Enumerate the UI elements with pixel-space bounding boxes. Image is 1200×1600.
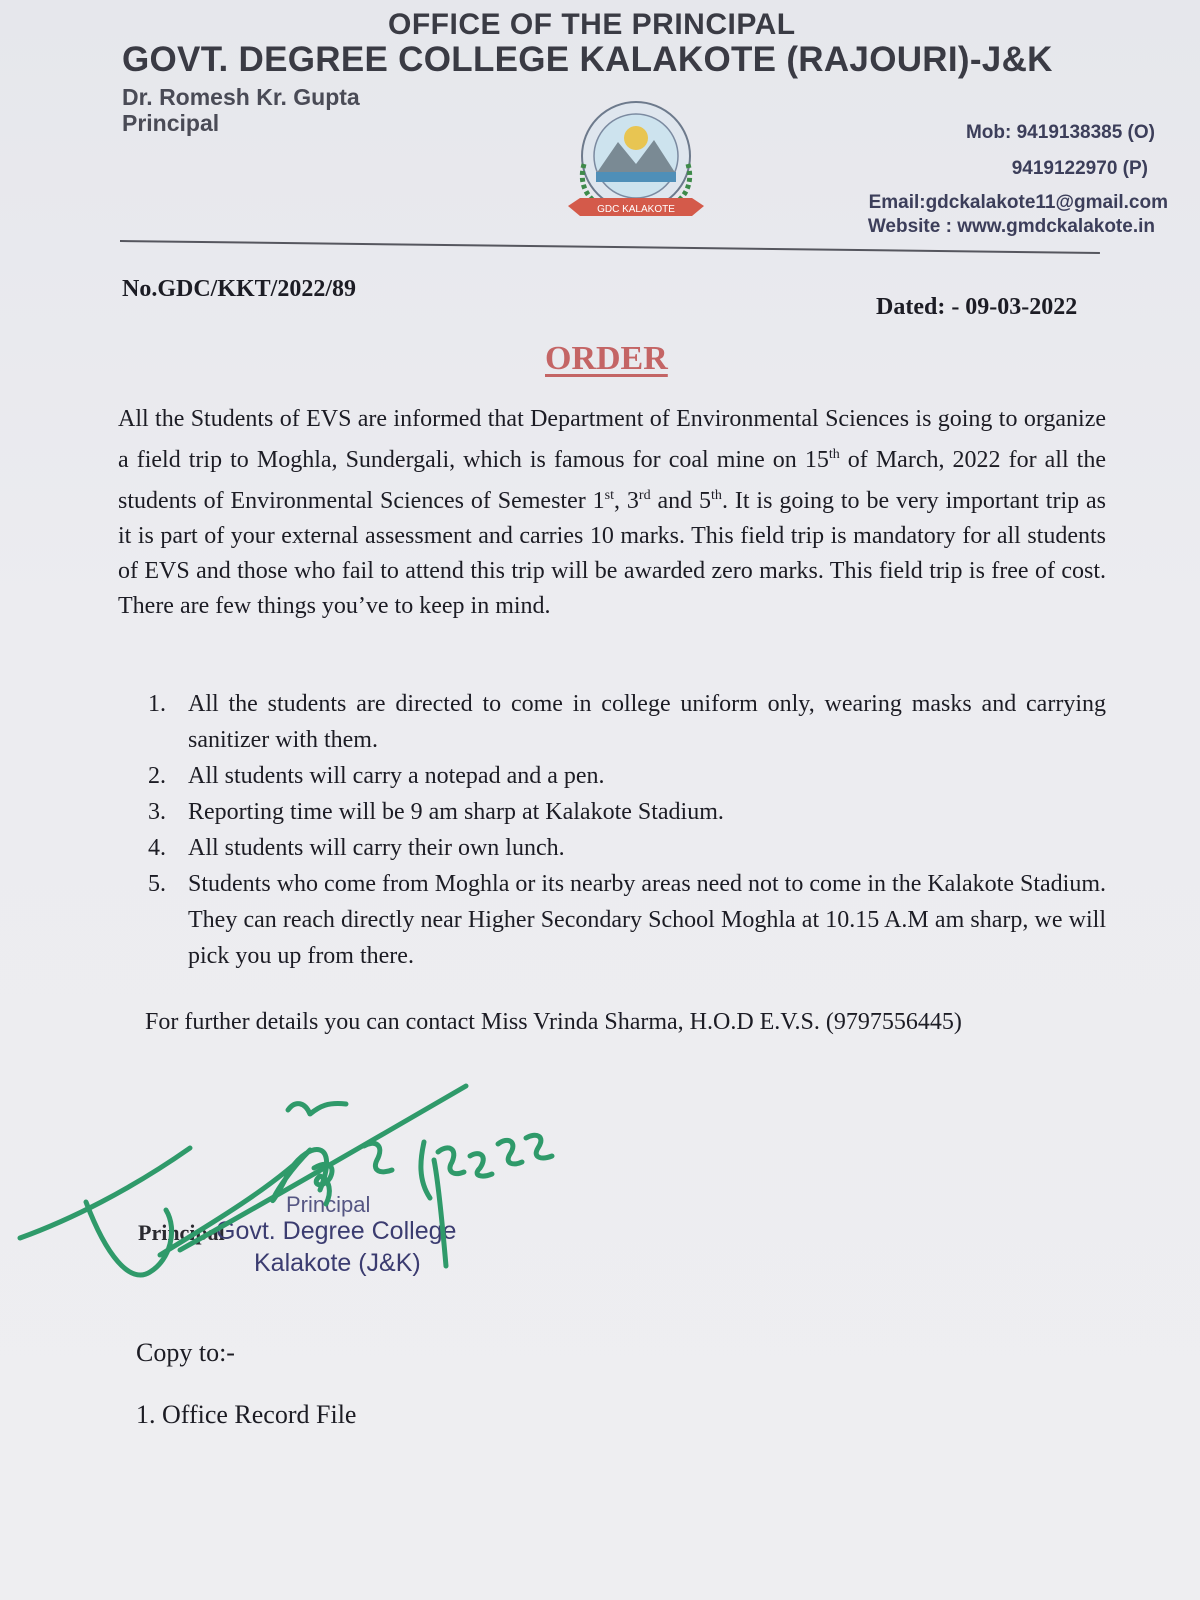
list-item: 2. All students will carry a notepad and a pen. [148,763,605,789]
list-item: 3. Reporting time will be 9 am sharp at Kalakote Stadium. [148,799,724,825]
principal-role: Principal [122,110,220,136]
principal-name: Dr. Romesh Kr. Gupta [122,84,360,110]
email: Email:gdckalakote11@gmail.com [868,192,1168,213]
list-item: 5. Students who come from Moghla or its nearby areas need not to come in the Kalakote Stadium. They can reach directly near Higher Secondary School Moghla at 10.15 A.M am sharp, we will pick you up from there. [148,871,1106,969]
date: Dated: - 09-03-2022 [876,294,1078,320]
copy-list-item: 1. Office Record File [136,1400,357,1429]
contact-note: For further details you can contact Miss Vrinda Sharma, H.O.D E.V.S. (9797556445) [145,1009,962,1035]
office-title: OFFICE OF THE PRINCIPAL [388,8,796,41]
logo-ribbon-text: GDC KALAKOTE [597,204,675,215]
mobile-office: Mob: 9419138385 (O) [965,122,1155,143]
copy-to-heading: Copy to:- [136,1338,235,1367]
stamp-title: Principal [286,1192,371,1217]
principal-label: Principal [138,1220,225,1245]
college-title: GOVT. DEGREE COLLEGE KALAKOTE (RAJOURI)-J&K [122,40,1053,79]
instruction-list [148,686,1106,974]
handwritten-signature [10,1080,590,1310]
list-item: 4. All students will carry their own lunch. [148,835,565,861]
stamp-line-place: Kalakote (J&K) [254,1249,421,1277]
header-divider [120,240,1100,254]
list-item: 1. All the students are directed to come in college uniform only, wearing masks and carrying sanitizer with them. [148,691,1106,753]
college-logo [566,94,706,234]
stamp-line-college: Govt. Degree College [216,1217,457,1245]
mobile-personal: 9419122970 (P) [1011,158,1148,179]
order-title: ORDER [545,340,668,377]
reference-number: No.GDC/KKT/2022/89 [122,276,357,302]
order-body: All the Students of EVS are informed that Department of Environmental Sciences is going to organize a field trip to Moghla, Sundergali, which is famous for coal mine on 15th of March, 2022 for all the students of Environmental Sciences of Semester 1st, 3rd and 5th. It is going to be very important trip as it is part of your external assessment and carries 10 marks. This field trip is mandatory for all students of EVS and those who fail to attend this trip will be awarded zero marks. This field trip is free of cost. There are few things you’ve to keep in mind. [118,406,1107,619]
website: Website : www.gmdckalakote.in [867,216,1155,237]
